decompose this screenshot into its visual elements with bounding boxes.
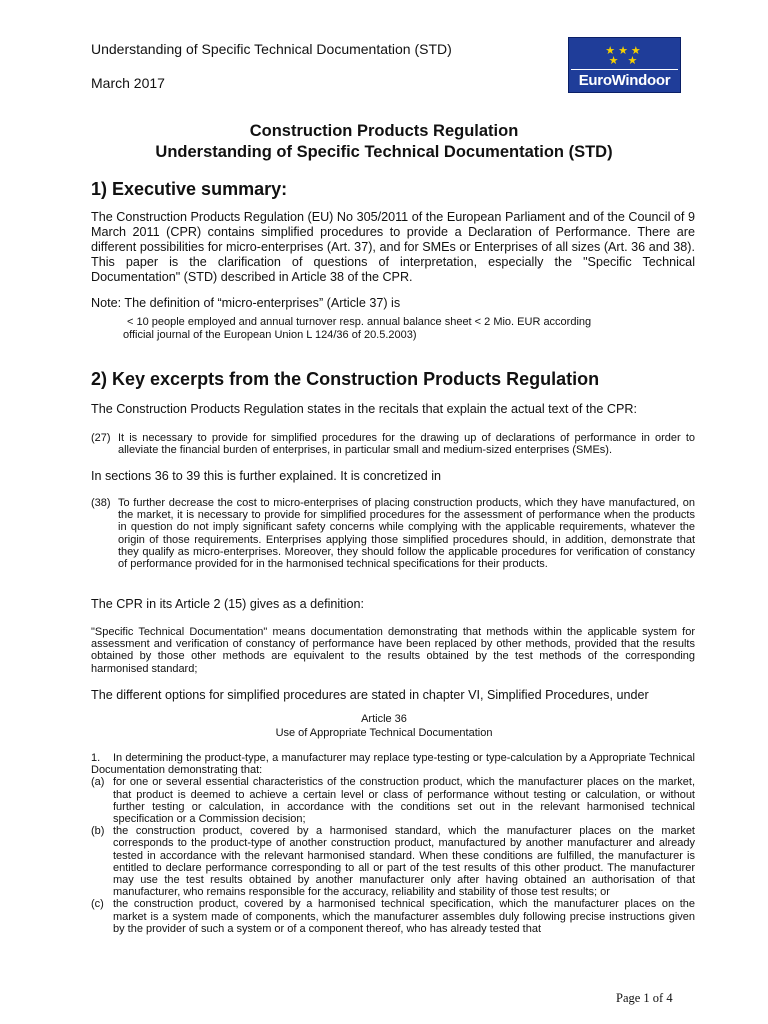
micro-definition-line1: < 10 people employed and annual turnover resp. annual balance sheet < 2 Mio. EUR according (127, 316, 592, 328)
clause-c-text: the construction product, covered by a harmonised technical specification, which the manufacturer places on the market is a system made of components, which the manufacturer assembles duly following precise instructions given by the provider of such a system or of a component thereof, who has already tested that (113, 898, 695, 935)
eurowindoor-logo (568, 37, 681, 93)
page-number: Page 1 of 4 (616, 991, 673, 1005)
heading-key-excerpts: 2) Key excerpts from the Construction Products Regulation (91, 369, 600, 389)
micro-enterprise-definition (91, 316, 695, 341)
header-date: March 2017 (91, 75, 165, 91)
clause-b-text: the construction product, covered by a harmonised standard, which the manufacturer places on the market corresponds to the product-type of another construction product, manufactured by another manufacturer and already tested in accordance with the relevant harmonised standard. When these conditions are fulfilled, the manufacturer is entitled to declare performance corresponding to all or part of the test results of this other product. The manufacturer may use the test results obtained by another manufacturer only after having obtained an authorisation of that manufacturer, who remains responsible for the accuracy, reliability and stability of those test results; or (113, 825, 695, 899)
recital-38 (91, 497, 695, 570)
logo-wordmark: EuroWindoor (571, 69, 678, 92)
sections-explained: In sections 36 to 39 this is further explained. It is concretized in (91, 469, 442, 483)
logo-stars-row2-icon: ★ ★ (608, 55, 641, 67)
article-36-clauses (91, 752, 695, 935)
article-36-heading: Article 36 (361, 713, 407, 725)
micro-definition-line2: official journal of the European Union L 124/36 of 20.5.2003) (123, 328, 417, 341)
document-title-line1: Construction Products Regulation (249, 122, 519, 140)
article-36-subheading: Use of Appropriate Technical Documentation (275, 727, 493, 739)
clause-1 (91, 752, 695, 776)
executive-summary-paragraph: The Construction Products Regulation (EU) No 305/2011 of the European Parliament and of the Council of 9 March 2011 (CPR) contains simplified procedures to provide a Declaration of Performance. There are different possibilities for micro-enterprises (Art. 37), and for SMEs or Enterprises of all sizes (Art. 36 and 38). This paper is the clarification of questions of interpretation, especially the "Specific Technical Documentation" (STD) described in Article 38 of the CPR. (91, 210, 695, 284)
clause-1-label: 1. (91, 752, 101, 764)
clause-c-label: (c) (91, 898, 104, 911)
recitals-intro: The Construction Products Regulation states in the recitals that explain the actual text of the CPR: (91, 402, 638, 416)
clause-a-text: for one or several essential characteristics of the construction product, which the manufacturer places on the market, that product is deemed to achieve a certain level or class of performance without testing or calculation, or without further testing or calculation, in accordance with the conditions set out in the relevant harmonised technical specification or a Commission decision; (113, 776, 695, 826)
clause-1-text: In determining the product-type, a manufacturer may replace type-testing or type-calculation by a Appropriate Technical Documentation demonstrating that: (91, 752, 695, 777)
clause-a (91, 776, 695, 825)
cpr-definition-intro: The CPR in its Article 2 (15) gives as a definition: (91, 597, 364, 611)
clause-c (91, 898, 695, 935)
micro-enterprise-note: Note: The definition of “micro-enterprises” (Article 37) is (91, 296, 401, 310)
logo-stars-icon: ★★★ (605, 45, 644, 57)
recital-38-number: (38) (91, 497, 111, 509)
recital-27 (91, 432, 695, 456)
clause-b-label: (b) (91, 825, 105, 838)
document-title-line2: Understanding of Specific Technical Documentation (STD) (155, 143, 613, 161)
std-definition: "Specific Technical Documentation" means documentation demonstrating that methods within the applicable system for assessment and verification of constancy of performance have been replaced by other methods, provided that the results obtained by those other methods are equivalent to the results obtained by the test methods of the corresponding harmonised standard; (91, 626, 695, 675)
clause-a-label: (a) (91, 776, 105, 789)
heading-executive-summary: 1) Executive summary: (91, 179, 288, 199)
simplified-options-intro: The different options for simplified procedures are stated in chapter VI, Simplified Procedures, under (91, 688, 649, 702)
clause-b (91, 825, 695, 898)
recital-27-text: It is necessary to provide for simplified procedures for the drawing up of declarations of performance in order to alleviate the financial burden of enterprises, in particular small and medium-sized enterprises (SMEs). (118, 432, 695, 457)
header-doc-title: Understanding of Specific Technical Documentation (STD) (91, 41, 452, 57)
recital-27-number: (27) (91, 432, 111, 444)
recital-38-text: To further decrease the cost to micro-enterprises of placing construction products, which they have manufactured, on the market, it is necessary to provide for simplified procedures for the assessment of performance when the products in question do not imply significant safety concerns while complying with the applicable requirements, whatever the origin of those requirements. Enterprises applying those simplified procedures should, in addition, demonstrate that they qualify as micro-enterprises. Moreover, they should follow the applicable procedures for verification of constancy of performance provided for in the harmonised technical specifications for their products. (118, 497, 695, 571)
